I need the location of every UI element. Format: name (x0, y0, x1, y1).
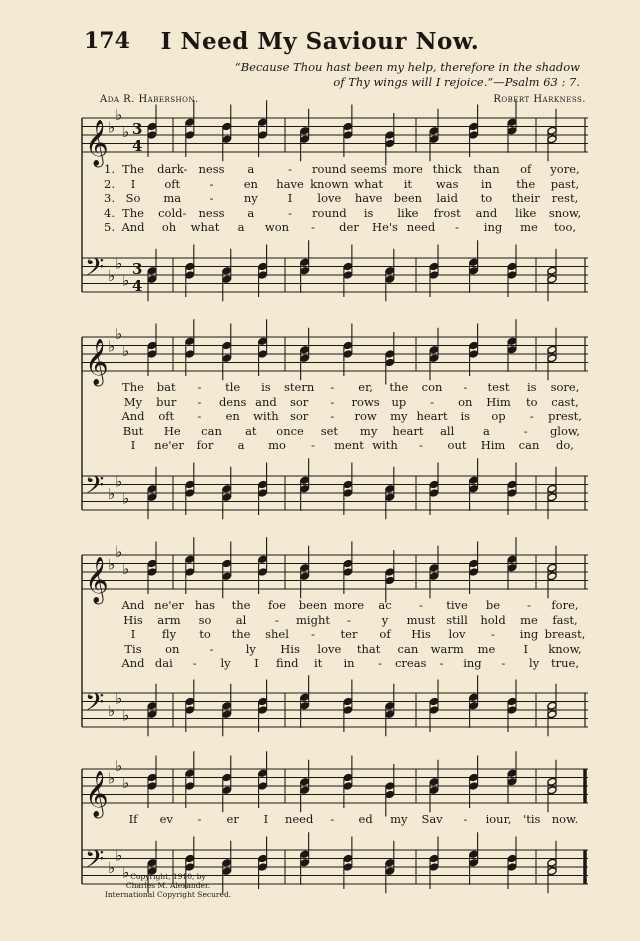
lyric-syllable: sor (289, 409, 309, 423)
lyric-syllable: der (339, 220, 359, 234)
flat-sign-icon: ♭ (115, 689, 123, 708)
lyric-syllable: mo (268, 438, 286, 452)
flat-sign-icon: ♭ (108, 859, 116, 877)
flat-sign-icon: ♭ (108, 769, 116, 788)
flat-sign-icon: ♭ (108, 267, 116, 285)
lyric-syllable: breast, (544, 627, 586, 641)
verse-number: 5. (104, 220, 115, 234)
flat-sign-icon: ♭ (115, 472, 123, 491)
lyric-syllable: con (421, 380, 443, 394)
lyric-syllable: like (515, 205, 537, 220)
epigraph-line-2: of Thy wings will I rejoice.”—Psalm 63 : 7. (333, 75, 580, 89)
flat-sign-icon: ♭ (108, 337, 116, 356)
lyric-syllable: ne'er (154, 598, 184, 612)
flat-sign-icon: ♭ (108, 485, 116, 503)
author-credit: Ada R. Habershon. (100, 94, 199, 105)
lyric-syllable: shel (265, 627, 289, 641)
lyric-syllable: the (231, 627, 251, 641)
lyric-syllable: - (209, 176, 214, 191)
lyric-syllable: have (276, 176, 304, 191)
flat-sign-icon: ♭ (115, 254, 123, 273)
lyric-syllable: er, (358, 380, 373, 394)
lyric-syllable: - (311, 627, 315, 641)
lyric-syllable: rest, (551, 191, 579, 205)
lyric-syllable: true, (551, 656, 579, 670)
lyric-syllable: a (247, 162, 255, 176)
epigraph-line-1: “Because Thou hast been my help, therefore in the shadow (234, 60, 580, 74)
lyric-syllable: me (520, 220, 538, 234)
lyric-syllable: foe (268, 598, 286, 612)
lyric-syllable: fore, (551, 598, 579, 612)
lyric-syllable: row (354, 409, 377, 423)
lyric-syllable: The (122, 162, 144, 176)
lyric-syllable: to (525, 394, 538, 409)
time-signature-top: 3 (132, 120, 143, 138)
lyric-syllable: bat (156, 380, 176, 394)
lyric-syllable: arm (157, 612, 181, 627)
lyric-syllable: And (121, 656, 145, 670)
lyric-syllable: round (312, 205, 347, 220)
lyric-syllable: Tis (124, 641, 142, 656)
lyric-syllable: can (397, 641, 419, 656)
lyric-syllable: love (317, 641, 342, 656)
lyric-syllable: - (523, 423, 528, 438)
lyric-syllable: dark- (157, 162, 188, 176)
lyric-syllable: the (516, 176, 536, 191)
time-signature-bottom: 4 (132, 277, 143, 295)
flat-sign-icon: ♭ (122, 489, 130, 508)
lyric-syllable: op (491, 409, 506, 423)
lyric-syllable: is (460, 409, 471, 423)
lyric-syllable: at (245, 423, 257, 438)
lyric-syllable: - (491, 627, 495, 641)
lyric-syllable: and (255, 394, 277, 409)
flat-sign-icon: ♭ (122, 706, 130, 725)
lyric-syllable: and (475, 205, 498, 220)
lyric-syllable: ly (529, 656, 540, 670)
composer-credit: Robert Harkness. (493, 94, 586, 105)
lyric-syllable: of (520, 162, 532, 176)
lyric-syllable: still (446, 612, 468, 627)
lyric-syllable: love (317, 191, 342, 205)
lyric-syllable: with (253, 409, 279, 423)
lyric-syllable: er (226, 812, 239, 826)
bass-clef-icon: 𝄢 (85, 253, 105, 288)
lyric-syllable: ing (519, 627, 539, 641)
verse-number: 2. (104, 176, 115, 191)
lyric-syllable: - (197, 812, 202, 826)
flat-sign-icon: ♭ (115, 325, 123, 343)
lyric-syllable: - (288, 205, 293, 220)
lyric-syllable: yore, (550, 162, 580, 176)
treble-clef-icon: 𝄞 (85, 339, 109, 385)
treble-clef-icon: 𝄞 (85, 771, 109, 817)
lyric-syllable: ly (245, 641, 256, 656)
flat-sign-icon: ♭ (122, 341, 130, 360)
lyric-syllable: more (392, 162, 423, 176)
lyric-syllable: ne'er (154, 438, 184, 452)
lyric-syllable: all (440, 423, 455, 438)
lyric-syllable: tle (225, 380, 241, 394)
hymn-number: 174 (84, 28, 130, 54)
flat-sign-icon: ♭ (108, 118, 116, 137)
lyric-syllable: dai (154, 656, 173, 670)
lyric-syllable: has (194, 598, 216, 612)
lyric-syllable: is (261, 380, 271, 394)
lyric-syllable: - (347, 612, 351, 627)
lyric-syllable: on (165, 641, 180, 656)
lyric-syllable: in (343, 656, 355, 670)
lyric-syllable: need (406, 220, 436, 234)
lyric-syllable: - (430, 394, 435, 409)
verse-number: 3. (104, 191, 115, 205)
lyric-syllable: that (356, 641, 381, 656)
lyric-syllable: heart (392, 423, 424, 438)
flat-sign-icon: ♭ (115, 757, 123, 775)
lyric-syllable: I (130, 627, 136, 641)
lyric-syllable: Him (486, 394, 511, 409)
lyric-syllable: - (330, 394, 335, 409)
lyric-syllable: cold- (158, 205, 187, 220)
lyric-syllable: I (263, 812, 269, 826)
verse-number: 4. (104, 205, 115, 220)
lyric-syllable: is (526, 380, 537, 394)
lyric-syllable: So (125, 191, 141, 205)
lyric-syllable: And (121, 598, 145, 612)
lyric-syllable: His (411, 627, 431, 641)
lyric-syllable: need (284, 812, 314, 826)
lyric-syllable: Sav (421, 812, 443, 826)
lyric-syllable: - (439, 656, 444, 670)
lyric-syllable: - (311, 220, 315, 234)
lyric-syllable: of (379, 627, 391, 641)
lyric-syllable: test (487, 380, 510, 394)
lyric-syllable: - (197, 409, 202, 423)
lyric-syllable: The (122, 380, 144, 394)
time-signature-bottom: 4 (132, 137, 143, 155)
lyric-syllable: I (287, 191, 293, 205)
lyric-syllable: what (190, 220, 220, 234)
lyric-syllable: me (520, 612, 538, 627)
lyric-syllable: ness (198, 162, 225, 176)
lyric-syllable: lov (448, 627, 466, 641)
lyric-syllable: been (393, 191, 423, 205)
lyric-syllable: out (447, 438, 467, 452)
bass-clef-icon: 𝄢 (85, 471, 105, 506)
lyric-syllable: - (455, 220, 459, 234)
lyric-syllable: my (390, 812, 408, 826)
lyric-syllable: might (296, 612, 330, 627)
lyric-syllable: for (196, 438, 214, 452)
lyric-syllable: ma (163, 191, 182, 205)
lyric-syllable: heart (416, 409, 448, 423)
lyric-syllable: been (298, 598, 328, 612)
lyric-syllable: - (330, 409, 335, 423)
lyric-syllable: was (435, 176, 459, 191)
lyric-syllable: ed (358, 812, 373, 826)
bass-clef-icon: 𝄢 (85, 845, 105, 880)
lyric-syllable: I (130, 176, 136, 191)
lyric-syllable: He's (372, 220, 398, 234)
lyric-syllable: ing (483, 220, 503, 234)
lyric-syllable: - (463, 380, 468, 394)
flat-sign-icon: ♭ (108, 555, 116, 574)
lyric-syllable: I (130, 438, 136, 452)
lyric-syllable: what (354, 176, 383, 191)
lyric-syllable: on (458, 394, 473, 409)
lyric-syllable: their (511, 191, 540, 205)
flat-sign-icon: ♭ (115, 543, 123, 561)
lyric-syllable: - (419, 438, 423, 452)
lyric-syllable: in (480, 176, 492, 191)
lyric-syllable: - (197, 394, 202, 409)
verse-number: 1. (104, 162, 115, 176)
lyric-syllable: en (225, 409, 240, 423)
lyric-syllable: past, (550, 176, 580, 191)
lyric-syllable: - (275, 612, 279, 627)
lyric-syllable: glow, (549, 423, 581, 438)
lyric-syllable: - (288, 162, 293, 176)
flat-sign-icon: ♭ (115, 846, 123, 865)
lyric-syllable: find (276, 656, 299, 670)
lyric-syllable: must (406, 612, 436, 627)
lyric-syllable: be (485, 598, 501, 612)
lyric-syllable: know, (548, 641, 582, 656)
lyric-syllable: - (311, 438, 315, 452)
lyric-syllable: a (247, 205, 255, 220)
lyric-syllable: prest, (548, 409, 582, 423)
lyric-syllable: cast, (551, 394, 579, 409)
lyric-syllable: a (237, 438, 245, 452)
lyric-syllable: up (391, 394, 407, 409)
lyric-syllable: snow, (548, 205, 582, 220)
lyric-syllable: thick (432, 162, 462, 176)
lyric-syllable: tive (446, 598, 468, 612)
lyric-syllable: sore, (550, 380, 580, 394)
lyric-syllable: too, (553, 220, 577, 234)
lyric-syllable: - (209, 191, 214, 205)
lyric-syllable: ny (243, 191, 258, 205)
lyric-syllable: My (123, 394, 143, 409)
lyric-syllable: ter (340, 627, 358, 641)
lyric-syllable: known (310, 176, 349, 191)
lyric-syllable: - (501, 656, 506, 670)
copyright-line: Charles M. Alexander. (125, 881, 211, 890)
lyric-syllable: ness (198, 205, 225, 220)
lyric-syllable: my (359, 423, 378, 438)
lyric-syllable: oft (164, 176, 181, 191)
lyric-syllable: oft (158, 409, 175, 423)
flat-sign-icon: ♭ (122, 122, 130, 141)
copyright-line: International Copyright Secured. (104, 890, 232, 899)
lyric-syllable: round (312, 162, 347, 176)
lyric-syllable: - (529, 409, 534, 423)
treble-clef-icon: 𝄞 (85, 557, 109, 603)
lyric-syllable: creas (394, 656, 427, 670)
lyric-syllable: stern (284, 380, 315, 394)
lyric-syllable: - (330, 380, 335, 394)
lyric-syllable: seems (350, 162, 387, 176)
lyric-syllable: I (254, 656, 259, 670)
lyric-syllable: - (192, 656, 197, 670)
lyric-syllable: ment (334, 438, 364, 452)
lyric-syllable: it (313, 656, 323, 670)
lyric-syllable: ac (378, 598, 392, 612)
lyric-syllable: more (333, 598, 365, 612)
hymn-title: I Need My Saviour Now. (160, 28, 480, 55)
lyric-syllable: can (518, 438, 540, 452)
copyright-line: Copyright, 1910, by (130, 872, 206, 881)
lyric-syllable: dens (218, 394, 247, 409)
lyric-syllable: And (121, 220, 145, 234)
lyric-syllable: y (381, 612, 389, 627)
lyric-syllable: - (419, 598, 423, 612)
lyric-syllable: en (243, 176, 258, 191)
lyric-syllable: But (122, 423, 144, 438)
lyric-syllable: I (523, 641, 528, 656)
lyric-syllable: my (390, 409, 408, 423)
lyric-syllable: He (163, 423, 181, 438)
bass-clef-icon: 𝄢 (85, 688, 105, 723)
treble-clef-icon: 𝄞 (85, 120, 109, 166)
lyric-syllable: And (121, 409, 145, 423)
lyric-syllable: a (237, 220, 245, 234)
flat-sign-icon: ♭ (122, 863, 130, 882)
lyric-syllable: like (397, 205, 419, 220)
lyric-syllable: me (477, 641, 496, 656)
lyric-syllable: frost (433, 205, 461, 220)
time-signature-top: 3 (132, 260, 143, 278)
lyric-syllable: now. (551, 812, 579, 826)
lyric-syllable: so (198, 612, 212, 627)
flat-sign-icon: ♭ (122, 271, 130, 290)
lyric-syllable: fast, (552, 612, 578, 627)
lyric-syllable: - (209, 641, 214, 656)
lyric-syllable: with (372, 438, 398, 452)
lyric-syllable: - (377, 656, 382, 670)
lyric-syllable: laid (436, 191, 458, 205)
lyric-syllable: hold (480, 612, 506, 627)
lyric-syllable: 'tis (523, 812, 541, 826)
lyric-syllable: fly (161, 627, 177, 641)
copyright-notice (103, 872, 233, 899)
lyric-syllable: Him (480, 438, 506, 452)
flat-sign-icon: ♭ (122, 559, 130, 578)
lyric-syllable: the (231, 598, 251, 612)
lyric-syllable: than (473, 162, 500, 176)
lyric-syllable: set (320, 423, 339, 438)
lyric-syllable: - (197, 380, 202, 394)
lyric-syllable: to (480, 191, 493, 205)
lyric-syllable: bur (156, 394, 177, 409)
lyric-syllable: If (128, 812, 138, 826)
lyric-syllable: al (235, 612, 247, 627)
lyric-syllable: His (123, 612, 143, 627)
lyric-syllable: His (280, 641, 300, 656)
lyric-syllable: rows (351, 394, 380, 409)
lyric-syllable: oh (161, 220, 177, 234)
lyric-syllable: can (201, 423, 222, 438)
lyric-syllable: it (403, 176, 413, 191)
lyric-syllable: ing (463, 656, 482, 670)
lyric-syllable: ly (220, 656, 231, 670)
flat-sign-icon: ♭ (115, 106, 123, 124)
lyric-syllable: a (483, 423, 490, 438)
lyric-syllable: - (330, 812, 335, 826)
lyric-syllable: warm (430, 641, 464, 656)
lyric-syllable: do, (556, 438, 574, 452)
flat-sign-icon: ♭ (108, 702, 116, 720)
lyric-syllable: - (463, 812, 468, 826)
flat-sign-icon: ♭ (122, 773, 130, 792)
lyric-syllable: The (122, 205, 144, 220)
lyric-syllable: to (199, 627, 211, 641)
lyric-syllable: ev (159, 812, 173, 826)
lyric-syllable: sor (289, 394, 309, 409)
lyric-syllable: have (354, 191, 383, 205)
lyric-syllable: the (389, 380, 409, 394)
lyric-syllable: won (264, 220, 290, 234)
lyric-syllable: is (363, 205, 374, 220)
lyric-syllable: - (527, 598, 531, 612)
lyric-syllable: iour, (485, 812, 512, 826)
lyric-syllable: once (276, 423, 304, 438)
